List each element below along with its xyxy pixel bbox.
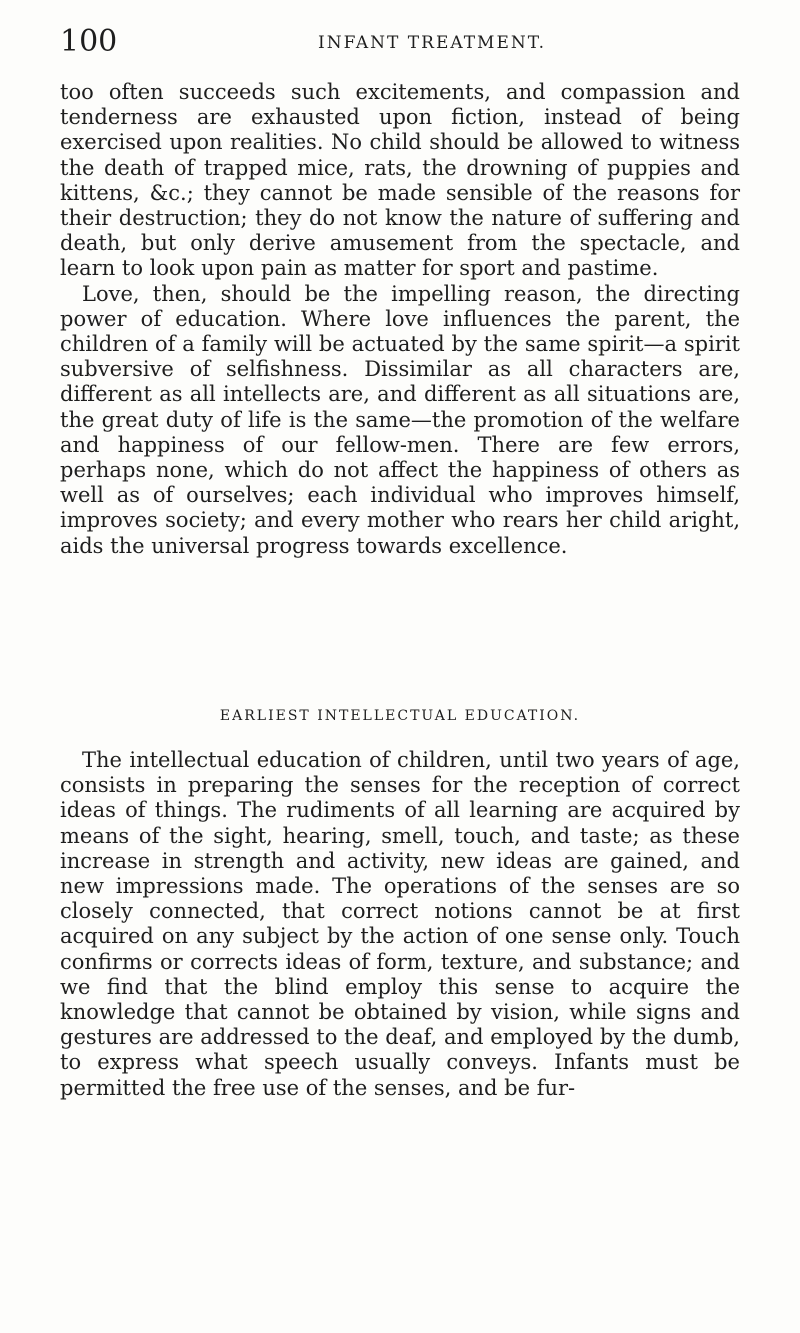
paragraph: The intellectual education of children, until two years of age, consists in preparing the senses for the reception of correct ideas of things. The rudiments of all learning are acquired by means of the sight, hearing, smell, touch, and taste; as these increase in strength and activity, new ideas are gained, and new impressions made. The operations of the senses are so closely connected, that correct notions cannot be at first acquired on any subject by the action of one sense only. Touch confirms or corrects ideas of form, texture, and substance; and we find that the blind employ this sense to acquire the knowledge that cannot be obtained by vision, while signs and gestures are addressed to the deaf, and employed by the dumb, to express what speech usually conveys. Infants must be permitted the free use of the senses, and be fur- bbox=[60, 748, 740, 1100]
running-head bbox=[60, 22, 740, 62]
paragraph: too often succeeds such excitements, and compassion and tenderness are exhausted upon fiction, instead of being exercised upon realities. No child should be allowed to witness the death of trapped mice, rats, the drowning of puppies and kittens, &c.; they cannot be made sensible of the reasons for their destruction; they do not know the nature of suffering and death, but only derive amusement from the spectacle, and learn to look upon pain as matter for sport and pastime. bbox=[60, 80, 740, 281]
paragraph: Love, then, should be the impelling reason, the directing power of education. Where love influences the parent, the children of a family will be actuated by the same spirit—a spirit subversive of selfishness. Dissimilar as all characters are, different as all intellects are, and different as all situations are, the great duty of life is the same—the promotion of the welfare and happiness of our fellow-men. There are few errors, perhaps none, which do not affect the happiness of others as well as of ourselves; each individual who improves himself, improves society; and every mother who rears her child aright, aids the universal progress towards excellence. bbox=[60, 281, 740, 558]
running-title: INFANT TREATMENT. bbox=[318, 33, 546, 53]
section-heading: EARLIEST INTELLECTUAL EDUCATION. bbox=[219, 708, 581, 724]
text-block-before-heading bbox=[60, 80, 740, 559]
text-block-after-heading bbox=[60, 748, 740, 1101]
page-number: 100 bbox=[60, 24, 118, 59]
